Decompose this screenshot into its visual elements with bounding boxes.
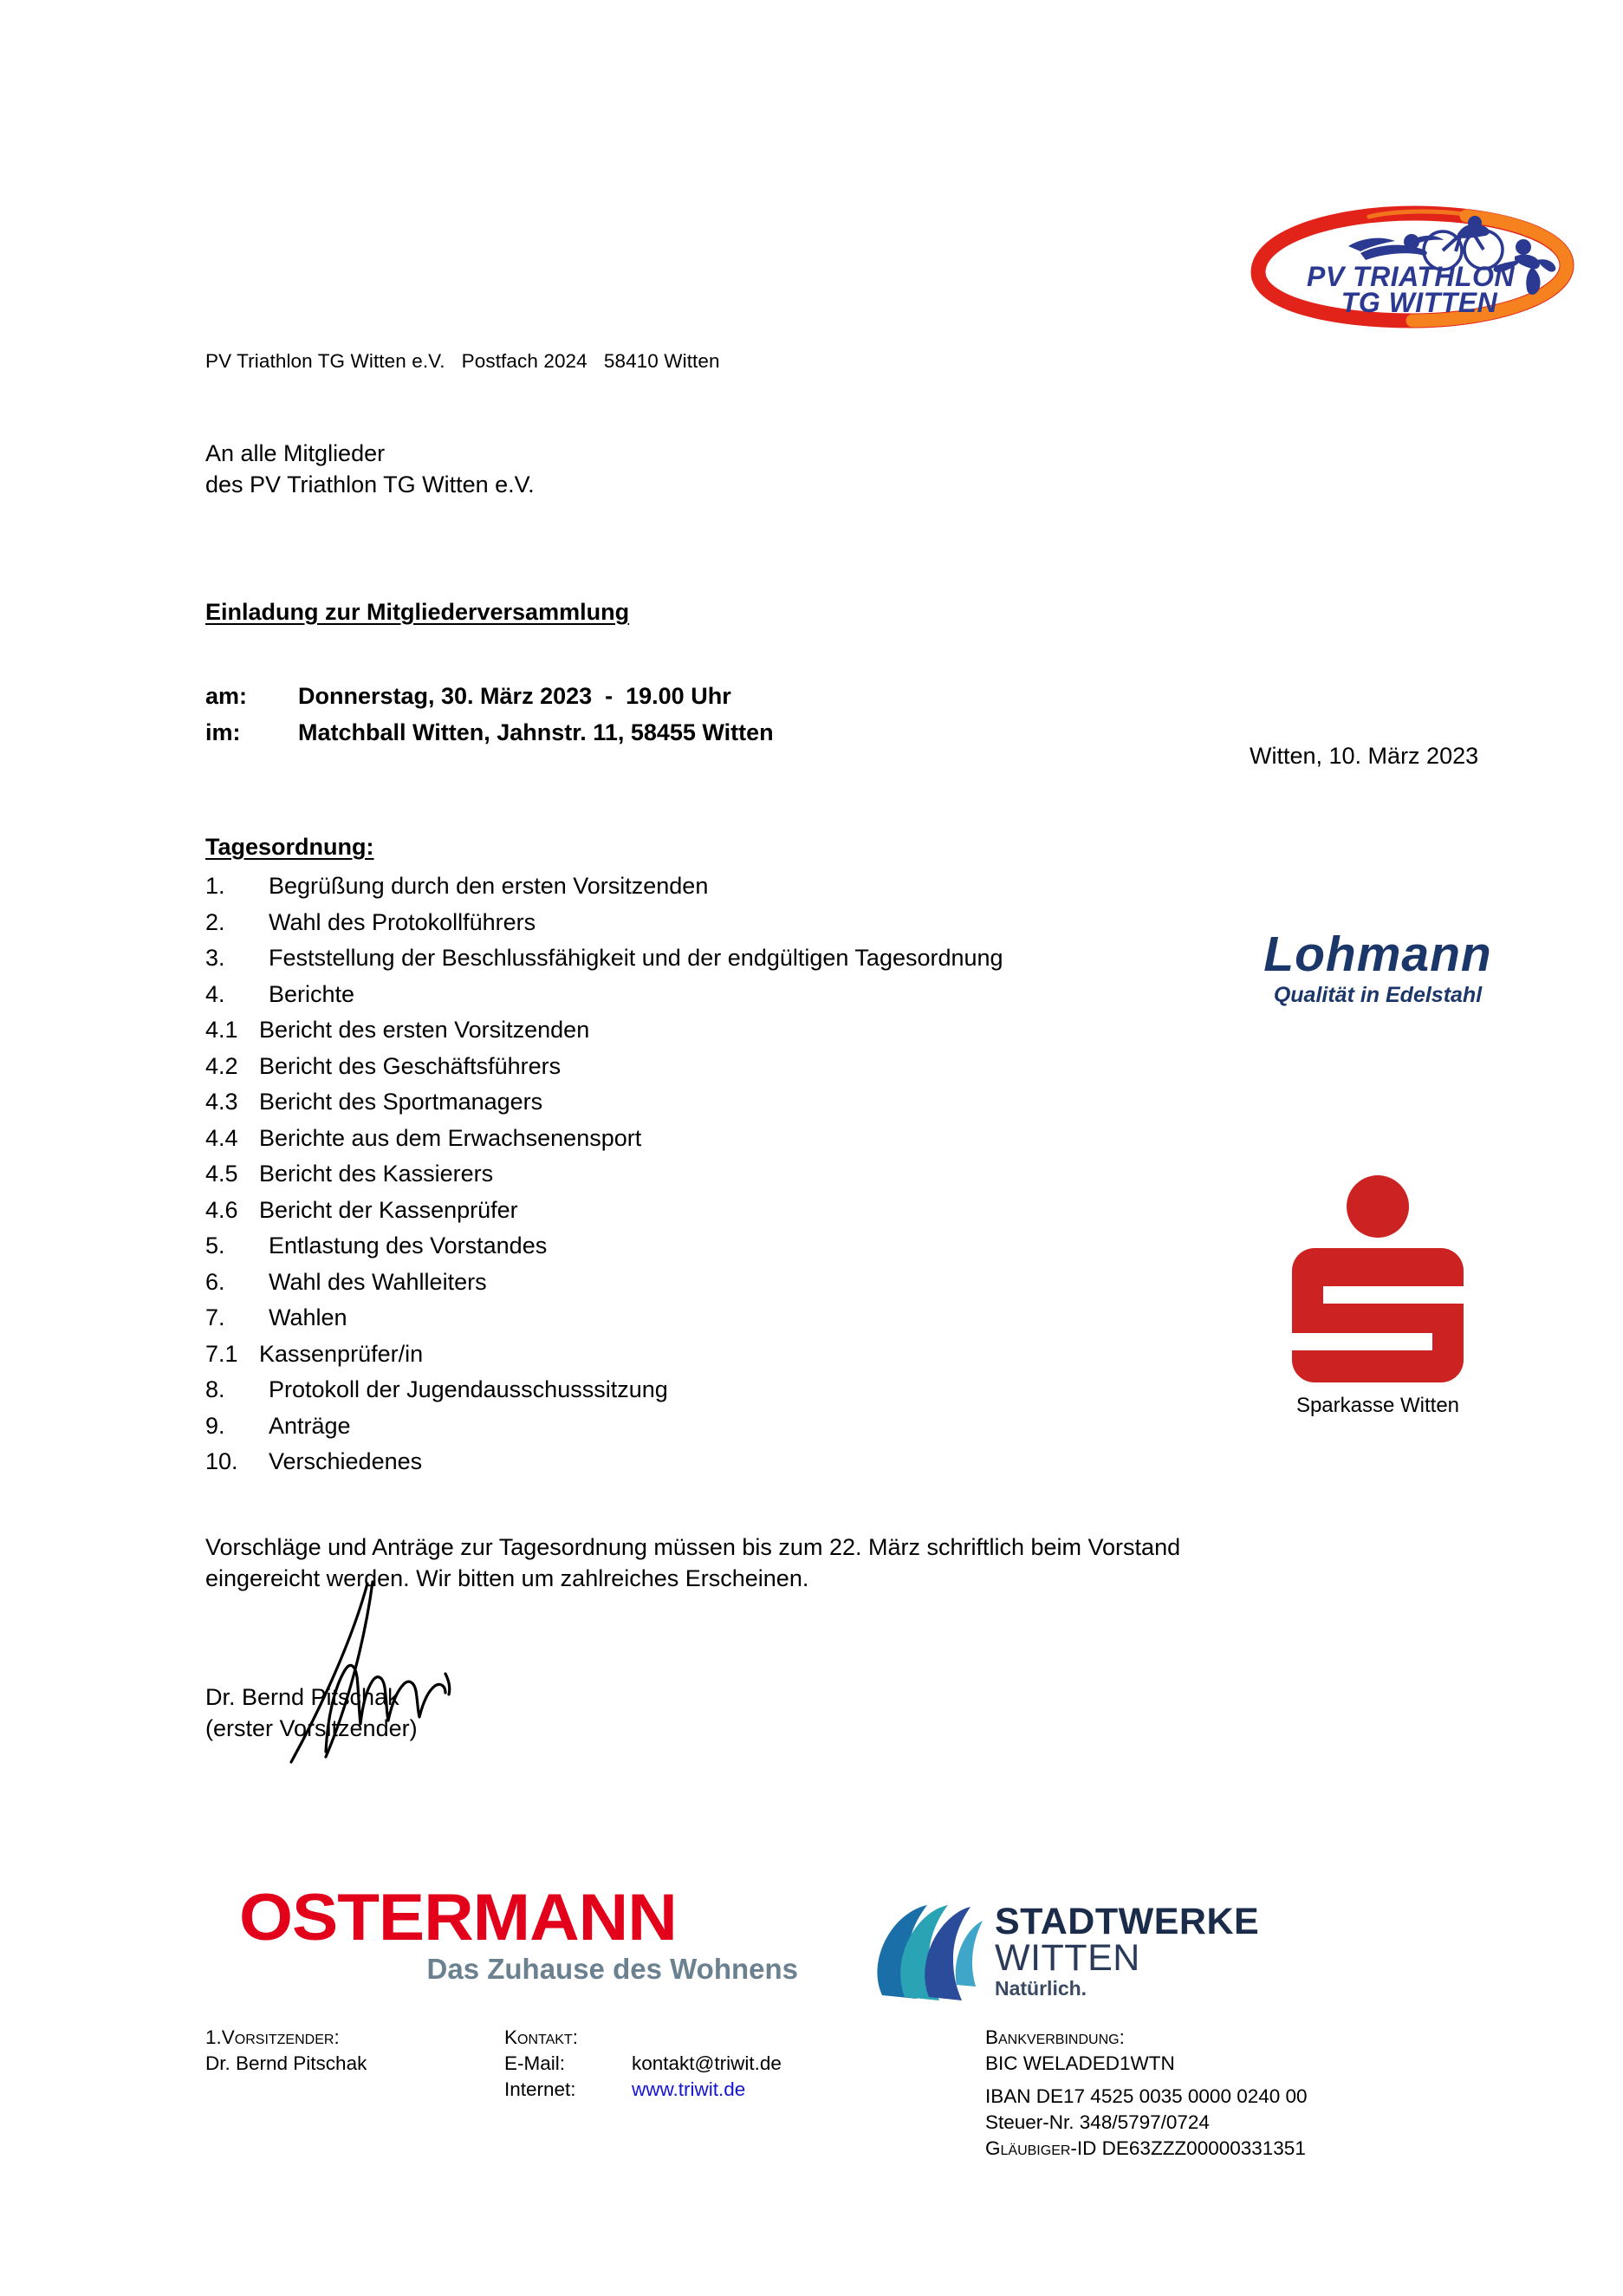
agenda-item-text: Anträge xyxy=(269,1412,351,1439)
sponsor-sparkasse xyxy=(1278,1172,1477,1418)
footer-email-label: E-Mail: xyxy=(504,2052,566,2074)
agenda-item-text: Feststellung der Beschlussfähigkeit und der endgültigen Tagesordnung xyxy=(269,945,1003,971)
meeting-place-row xyxy=(205,714,774,751)
agenda-item-text: Protokoll der Jugendausschusssitzung xyxy=(269,1376,668,1402)
agenda-item xyxy=(205,1228,1003,1265)
agenda-item-number: 2. xyxy=(205,908,225,935)
agenda-item xyxy=(205,905,1003,941)
agenda-heading: Tagesordnung: xyxy=(205,834,374,860)
stadtwerke-line-3: Natürlich. xyxy=(995,1977,1087,2000)
footer-bank-bic: BIC WELADED1WTN xyxy=(985,2052,1175,2074)
recipient-line-1: An alle Mitglieder xyxy=(205,440,386,466)
signer-role: (erster Vorsitzender) xyxy=(205,1715,418,1741)
sender-address-line: PV Triathlon TG Witten e.V. Postfach 2024 58410 Witten xyxy=(205,350,720,372)
agenda-item xyxy=(205,1372,1003,1408)
agenda-item-number: 4.3 xyxy=(205,1089,238,1115)
agenda-item-number: 1. xyxy=(205,873,225,899)
agenda-item-number: 4.1 xyxy=(205,1017,238,1043)
signer-name: Dr. Bernd Pitschak xyxy=(205,1684,399,1710)
stadtwerke-wordmark xyxy=(995,1898,1259,1999)
meeting-date-value: Donnerstag, 30. März 2023 - 19.00 Uhr xyxy=(298,683,731,709)
agenda-item-text: Begrüßung durch den ersten Vorsitzenden xyxy=(269,873,709,899)
agenda-list xyxy=(205,868,1003,1480)
lohmann-name: Lohmann xyxy=(1263,927,1492,982)
agenda-item xyxy=(205,1444,1003,1480)
agenda-item xyxy=(205,1049,1003,1085)
footer-chair-heading: 1.Vorsitzender: xyxy=(205,2026,340,2048)
footer-chair-name: Dr. Bernd Pitschak xyxy=(205,2052,367,2074)
club-logo xyxy=(1239,199,1577,329)
agenda-item xyxy=(205,1121,1003,1157)
footer-bank-column xyxy=(985,2025,1419,2162)
agenda-item-text: Bericht des Kassierers xyxy=(259,1161,494,1187)
agenda-item-number: 7.1 xyxy=(205,1340,238,1367)
agenda-item xyxy=(205,1337,1003,1373)
meeting-date-label: am: xyxy=(205,683,248,709)
agenda-item-number: 3. xyxy=(205,945,225,971)
sponsor-lohmann xyxy=(1209,927,1547,1007)
agenda-item-number: 8. xyxy=(205,1376,225,1402)
footer-internet-label: Internet: xyxy=(504,2078,576,2100)
agenda-item-text: Entlastung des Vorstandes xyxy=(269,1233,548,1259)
invitation-title: Einladung zur Mitgliederversammlung xyxy=(205,599,630,625)
footer-bank-iban: IBAN DE17 4525 0035 0000 0240 00 xyxy=(985,2085,1308,2107)
agenda-item-text: Verschiedenes xyxy=(269,1448,423,1474)
sparkasse-caption: Sparkasse Witten xyxy=(1295,1394,1460,1417)
agenda-item xyxy=(205,1193,1003,1229)
place-and-date: Witten, 10. März 2023 xyxy=(1250,743,1479,769)
sponsor-stadtwerke xyxy=(867,1898,1317,2007)
agenda-item-number: 4.6 xyxy=(205,1196,238,1223)
recipient-block xyxy=(205,438,535,500)
agenda-item xyxy=(205,1084,1003,1121)
agenda-item-text: Bericht des Sportmanagers xyxy=(259,1089,543,1115)
agenda-item xyxy=(205,1408,1003,1445)
sponsor-ostermann xyxy=(239,1881,798,1985)
agenda-item-number: 5. xyxy=(205,1233,225,1259)
agenda-item-number: 4.5 xyxy=(205,1161,238,1187)
agenda-item xyxy=(205,1300,1003,1337)
footer-creditor-rest: -ID DE63ZZZ00000331351 xyxy=(1070,2137,1306,2159)
club-logo-line1: PV TRIATHLON xyxy=(1306,261,1516,292)
footer-bank-tax: Steuer-Nr. 348/5797/0724 xyxy=(985,2111,1210,2133)
footer-contact-heading: Kontakt: xyxy=(504,2026,578,2048)
footer-internet-row xyxy=(504,2077,985,2103)
agenda-item-text: Bericht der Kassenprüfer xyxy=(259,1196,518,1223)
footer xyxy=(205,2025,1419,2162)
footer-bank-spacer xyxy=(985,2077,1419,2084)
agenda-item xyxy=(205,977,1003,1013)
meeting-date-row xyxy=(205,678,774,714)
agenda-item-text: Kassenprüfer/in xyxy=(259,1340,424,1367)
meeting-place-value: Matchball Witten, Jahnstr. 11, 58455 Witten xyxy=(298,719,774,745)
agenda-item xyxy=(205,868,1003,905)
stadtwerke-line-2: WITTEN xyxy=(995,1937,1140,1980)
agenda-item-text: Bericht des Geschäftsführers xyxy=(259,1052,562,1079)
agenda-item-number: 10. xyxy=(205,1448,238,1474)
agenda-item xyxy=(205,1012,1003,1049)
meeting-details xyxy=(205,678,774,751)
agenda-item-text: Wahl des Wahlleiters xyxy=(269,1268,487,1295)
footer-creditor-prefix: Gläubiger xyxy=(985,2137,1071,2159)
agenda-item xyxy=(205,940,1003,977)
lohmann-claim: Qualität in Edelstahl xyxy=(1273,983,1483,1007)
agenda-item xyxy=(205,1265,1003,1301)
club-logo-line2: TG WITTEN xyxy=(1341,287,1498,318)
agenda-item-text: Wahlen xyxy=(269,1304,347,1330)
agenda-item-text: Berichte aus dem Erwachsenensport xyxy=(259,1124,642,1151)
agenda-item-number: 7. xyxy=(205,1304,225,1330)
agenda-item-number: 9. xyxy=(205,1412,225,1439)
ostermann-name: OSTERMANN xyxy=(239,1881,677,1955)
signature-block xyxy=(205,1681,418,1744)
agenda-item-text: Berichte xyxy=(269,980,355,1007)
stadtwerke-wave-icon xyxy=(867,1898,988,2002)
agenda-item-number: 4.4 xyxy=(205,1124,238,1151)
footer-email-row xyxy=(504,2051,985,2077)
agenda-item-text: Wahl des Protokollführers xyxy=(269,908,536,935)
agenda-item-text: Bericht des ersten Vorsitzenden xyxy=(259,1017,590,1043)
footer-chair-column xyxy=(205,2025,504,2162)
ostermann-claim: Das Zuhause des Wohnens xyxy=(426,1953,798,1985)
recipient-line-2: des PV Triathlon TG Witten e.V. xyxy=(205,472,535,498)
agenda-item-number: 4. xyxy=(205,980,225,1007)
stadtwerke-line-1: STADTWERKE xyxy=(995,1901,1260,1942)
footer-contact-column xyxy=(504,2025,985,2162)
agenda-item xyxy=(205,1156,1003,1193)
agenda-item-number: 4.2 xyxy=(205,1052,238,1079)
footer-bank-heading: Bankverbindung: xyxy=(985,2026,1125,2048)
agenda-item-number: 6. xyxy=(205,1268,225,1295)
footer-email-value[interactable]: kontakt@triwit.de xyxy=(632,2052,782,2074)
footer-website-link[interactable]: www.triwit.de xyxy=(632,2078,746,2100)
sparkasse-s-icon xyxy=(1278,1172,1477,1389)
closing-paragraph: Vorschläge und Anträge zur Tagesordnung müssen bis zum 22. März schriftlich beim Vorstand eingereicht werden. Wir bitten um zahlreiches Erscheinen. xyxy=(205,1534,1181,1591)
meeting-place-label: im: xyxy=(205,719,241,745)
footer-bank-creditor-id xyxy=(985,2136,1419,2162)
